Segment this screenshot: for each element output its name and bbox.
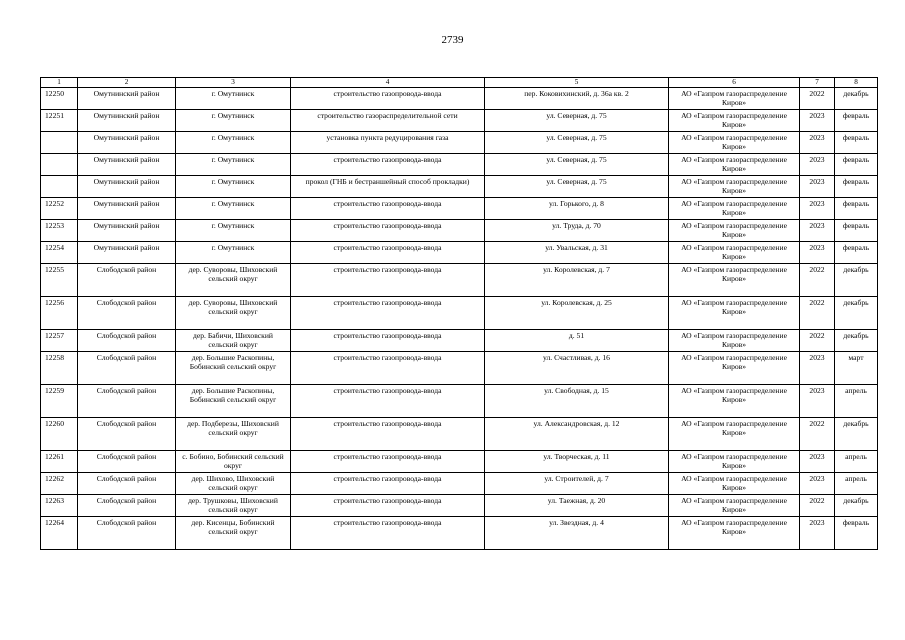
year-cell: 2023 xyxy=(800,198,835,220)
work-type-cell: строительство газопровода-ввода xyxy=(291,154,485,176)
district-cell: Омутнинский район xyxy=(78,242,176,264)
year-cell: 2023 xyxy=(800,154,835,176)
row-number-cell: 12263 xyxy=(41,495,78,517)
row-number-cell xyxy=(41,176,78,198)
organization-cell: АО «Газпром газораспределение Киров» xyxy=(669,198,800,220)
table-row xyxy=(41,154,878,176)
month-cell: декабрь xyxy=(835,495,878,517)
organization-cell: АО «Газпром газораспределение Киров» xyxy=(669,154,800,176)
address-cell: ул. Творческая, д. 11 xyxy=(485,451,669,473)
locality-cell: дер. Бабичи, Шиховский сельский округ xyxy=(176,330,291,352)
year-cell: 2023 xyxy=(800,352,835,385)
address-cell: ул. Таежная, д. 20 xyxy=(485,495,669,517)
locality-cell: г. Омутнинск xyxy=(176,198,291,220)
work-type-cell: строительство газопровода-ввода xyxy=(291,385,485,418)
address-cell: ул. Королевская, д. 7 xyxy=(485,264,669,297)
work-type-cell: строительство газопровода-ввода xyxy=(291,495,485,517)
table-row xyxy=(41,198,878,220)
month-cell: апрель xyxy=(835,473,878,495)
district-cell: Слободской район xyxy=(78,385,176,418)
column-header: 3 xyxy=(176,78,291,88)
district-cell: Слободской район xyxy=(78,264,176,297)
organization-cell: АО «Газпром газораспределение Киров» xyxy=(669,473,800,495)
address-cell: ул. Счастливая, д. 16 xyxy=(485,352,669,385)
district-cell: Слободской район xyxy=(78,352,176,385)
address-cell: ул. Звездная, д. 4 xyxy=(485,517,669,550)
year-cell: 2023 xyxy=(800,220,835,242)
row-number-cell: 12256 xyxy=(41,297,78,330)
table-row xyxy=(41,88,878,110)
organization-cell: АО «Газпром газораспределение Киров» xyxy=(669,110,800,132)
district-cell: Омутнинский район xyxy=(78,88,176,110)
organization-cell: АО «Газпром газораспределение Киров» xyxy=(669,88,800,110)
organization-cell: АО «Газпром газораспределение Киров» xyxy=(669,385,800,418)
table-row xyxy=(41,385,878,418)
locality-cell: г. Омутнинск xyxy=(176,220,291,242)
address-cell: ул. Строителей, д. 7 xyxy=(485,473,669,495)
row-number-cell: 12257 xyxy=(41,330,78,352)
column-number-row xyxy=(41,78,878,88)
work-type-cell: строительство газораспределительной сети xyxy=(291,110,485,132)
table-row xyxy=(41,297,878,330)
locality-cell: дер. Кисенцы, Бобинский сельский округ xyxy=(176,517,291,550)
work-type-cell: строительство газопровода-ввода xyxy=(291,264,485,297)
column-header: 2 xyxy=(78,78,176,88)
district-cell: Слободской район xyxy=(78,418,176,451)
month-cell: март xyxy=(835,352,878,385)
row-number-cell: 12261 xyxy=(41,451,78,473)
district-cell: Омутнинский район xyxy=(78,110,176,132)
district-cell: Слободской район xyxy=(78,297,176,330)
month-cell: февраль xyxy=(835,517,878,550)
row-number-cell: 12264 xyxy=(41,517,78,550)
column-header: 1 xyxy=(41,78,78,88)
address-cell: ул. Горького, д. 8 xyxy=(485,198,669,220)
table-row xyxy=(41,418,878,451)
address-cell: ул. Северная, д. 75 xyxy=(485,132,669,154)
page-number: 2739 xyxy=(441,34,464,46)
locality-cell: г. Омутнинск xyxy=(176,154,291,176)
table-row xyxy=(41,517,878,550)
district-cell: Слободской район xyxy=(78,517,176,550)
locality-cell: дер. Шихово, Шиховский сельский округ xyxy=(176,473,291,495)
work-type-cell: строительство газопровода-ввода xyxy=(291,220,485,242)
locality-cell: дер. Трушковы, Шиховский сельский округ xyxy=(176,495,291,517)
month-cell: февраль xyxy=(835,154,878,176)
work-type-cell: строительство газопровода-ввода xyxy=(291,451,485,473)
month-cell: февраль xyxy=(835,110,878,132)
work-type-cell: строительство газопровода-ввода xyxy=(291,517,485,550)
column-header: 4 xyxy=(291,78,485,88)
address-cell: ул. Северная, д. 75 xyxy=(485,176,669,198)
organization-cell: АО «Газпром газораспределение Киров» xyxy=(669,176,800,198)
table-row xyxy=(41,220,878,242)
column-header: 5 xyxy=(485,78,669,88)
month-cell: декабрь xyxy=(835,297,878,330)
district-cell: Слободской район xyxy=(78,495,176,517)
table-row xyxy=(41,473,878,495)
year-cell: 2023 xyxy=(800,242,835,264)
locality-cell: г. Омутнинск xyxy=(176,242,291,264)
table-row xyxy=(41,330,878,352)
district-cell: Омутнинский район xyxy=(78,220,176,242)
district-cell: Слободской район xyxy=(78,330,176,352)
organization-cell: АО «Газпром газораспределение Киров» xyxy=(669,352,800,385)
work-type-cell: строительство газопровода-ввода xyxy=(291,88,485,110)
table-row xyxy=(41,264,878,297)
district-cell: Слободской район xyxy=(78,451,176,473)
work-type-cell: строительство газопровода-ввода xyxy=(291,198,485,220)
locality-cell: г. Омутнинск xyxy=(176,132,291,154)
year-cell: 2022 xyxy=(800,88,835,110)
month-cell: февраль xyxy=(835,176,878,198)
work-type-cell: строительство газопровода-ввода xyxy=(291,473,485,495)
address-cell: пер. Коковихинский, д. 36а кв. 2 xyxy=(485,88,669,110)
address-cell: ул. Труда, д. 70 xyxy=(485,220,669,242)
year-cell: 2023 xyxy=(800,385,835,418)
month-cell: февраль xyxy=(835,220,878,242)
district-cell: Слободской район xyxy=(78,473,176,495)
work-type-cell: установка пункта редуцирования газа xyxy=(291,132,485,154)
column-header: 6 xyxy=(669,78,800,88)
month-cell: апрель xyxy=(835,451,878,473)
month-cell: февраль xyxy=(835,198,878,220)
data-table xyxy=(40,77,878,550)
row-number-cell: 12253 xyxy=(41,220,78,242)
month-cell: декабрь xyxy=(835,418,878,451)
month-cell: декабрь xyxy=(835,330,878,352)
row-number-cell: 12262 xyxy=(41,473,78,495)
row-number-cell xyxy=(41,132,78,154)
table-row xyxy=(41,110,878,132)
year-cell: 2023 xyxy=(800,517,835,550)
year-cell: 2022 xyxy=(800,330,835,352)
locality-cell: г. Омутнинск xyxy=(176,110,291,132)
month-cell: февраль xyxy=(835,132,878,154)
locality-cell: дер. Суворовы, Шиховский сельский округ xyxy=(176,297,291,330)
year-cell: 2022 xyxy=(800,297,835,330)
address-cell: ул. Увальская, д. 31 xyxy=(485,242,669,264)
year-cell: 2023 xyxy=(800,176,835,198)
month-cell: апрель xyxy=(835,385,878,418)
organization-cell: АО «Газпром газораспределение Киров» xyxy=(669,264,800,297)
address-cell: ул. Свободная, д. 15 xyxy=(485,385,669,418)
month-cell: декабрь xyxy=(835,88,878,110)
address-cell: д. 51 xyxy=(485,330,669,352)
organization-cell: АО «Газпром газораспределение Киров» xyxy=(669,495,800,517)
address-cell: ул. Северная, д. 75 xyxy=(485,110,669,132)
locality-cell: с. Бобино, Бобинский сельский округ xyxy=(176,451,291,473)
table-row xyxy=(41,451,878,473)
year-cell: 2022 xyxy=(800,495,835,517)
work-type-cell: строительство газопровода-ввода xyxy=(291,242,485,264)
address-cell: ул. Северная, д. 75 xyxy=(485,154,669,176)
organization-cell: АО «Газпром газораспределение Киров» xyxy=(669,242,800,264)
table-row xyxy=(41,495,878,517)
work-type-cell: строительство газопровода-ввода xyxy=(291,330,485,352)
locality-cell: г. Омутнинск xyxy=(176,176,291,198)
month-cell: февраль xyxy=(835,242,878,264)
organization-cell: АО «Газпром газораспределение Киров» xyxy=(669,418,800,451)
column-header: 8 xyxy=(835,78,878,88)
row-number-cell: 12255 xyxy=(41,264,78,297)
work-type-cell: строительство газопровода-ввода xyxy=(291,297,485,330)
locality-cell: дер. Суворовы, Шиховский сельский округ xyxy=(176,264,291,297)
district-cell: Омутнинский район xyxy=(78,198,176,220)
address-cell: ул. Королевская, д. 25 xyxy=(485,297,669,330)
locality-cell: дер. Большие Раскопины, Бобинский сельский округ xyxy=(176,385,291,418)
organization-cell: АО «Газпром газораспределение Киров» xyxy=(669,297,800,330)
district-cell: Омутнинский район xyxy=(78,132,176,154)
district-cell: Омутнинский район xyxy=(78,154,176,176)
row-number-cell xyxy=(41,154,78,176)
work-type-cell: прокол (ГНБ и бестраншейный способ прокладки) xyxy=(291,176,485,198)
year-cell: 2023 xyxy=(800,473,835,495)
column-header: 7 xyxy=(800,78,835,88)
year-cell: 2022 xyxy=(800,264,835,297)
table-row xyxy=(41,242,878,264)
month-cell: декабрь xyxy=(835,264,878,297)
row-number-cell: 12258 xyxy=(41,352,78,385)
table-row xyxy=(41,132,878,154)
year-cell: 2023 xyxy=(800,451,835,473)
organization-cell: АО «Газпром газораспределение Киров» xyxy=(669,132,800,154)
table-row xyxy=(41,352,878,385)
work-type-cell: строительство газопровода-ввода xyxy=(291,418,485,451)
table-row xyxy=(41,176,878,198)
row-number-cell: 12259 xyxy=(41,385,78,418)
year-cell: 2023 xyxy=(800,132,835,154)
organization-cell: АО «Газпром газораспределение Киров» xyxy=(669,220,800,242)
locality-cell: дер. Большие Раскопины, Бобинский сельский округ xyxy=(176,352,291,385)
work-type-cell: строительство газопровода-ввода xyxy=(291,352,485,385)
year-cell: 2023 xyxy=(800,110,835,132)
locality-cell: дер. Подберезы, Шиховский сельский округ xyxy=(176,418,291,451)
row-number-cell: 12251 xyxy=(41,110,78,132)
address-cell: ул. Александровская, д. 12 xyxy=(485,418,669,451)
year-cell: 2022 xyxy=(800,418,835,451)
row-number-cell: 12252 xyxy=(41,198,78,220)
row-number-cell: 12254 xyxy=(41,242,78,264)
row-number-cell: 12250 xyxy=(41,88,78,110)
organization-cell: АО «Газпром газораспределение Киров» xyxy=(669,451,800,473)
organization-cell: АО «Газпром газораспределение Киров» xyxy=(669,517,800,550)
organization-cell: АО «Газпром газораспределение Киров» xyxy=(669,330,800,352)
row-number-cell: 12260 xyxy=(41,418,78,451)
locality-cell: г. Омутнинск xyxy=(176,88,291,110)
district-cell: Омутнинский район xyxy=(78,176,176,198)
